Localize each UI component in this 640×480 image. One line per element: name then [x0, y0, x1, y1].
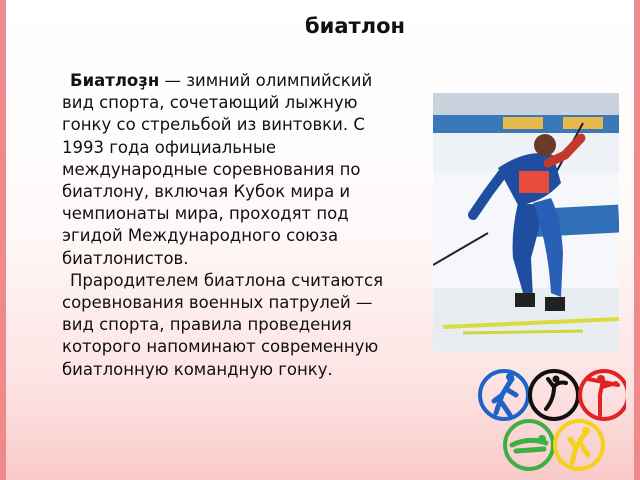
slide-title: биатлон: [304, 14, 406, 38]
olympic-rings-icon: [476, 365, 626, 475]
biathlon-photo: [433, 93, 619, 351]
slide: [6, 0, 634, 480]
paragraph-1-text: — зимний олимпийский вид спорта, сочетающий лыжную гонку со стрельбой из винтовки. С 1993 года официальные международные соревнования по биатлону, включая Кубок мира и чемпионаты мира, проходят под эгидой Международного союза биатлонистов.: [62, 71, 373, 268]
term-biathlon: Биатлоҙн: [70, 71, 160, 90]
slide-body: [62, 70, 407, 381]
paragraph-2-text: Прародителем биатлона считаются соревнования военных патрулей — вид спорта, правила проведения которого напоминают современную биатлонную командную гонку.: [62, 270, 384, 379]
paragraph-1: [62, 70, 407, 270]
paragraph-2: [62, 270, 407, 381]
